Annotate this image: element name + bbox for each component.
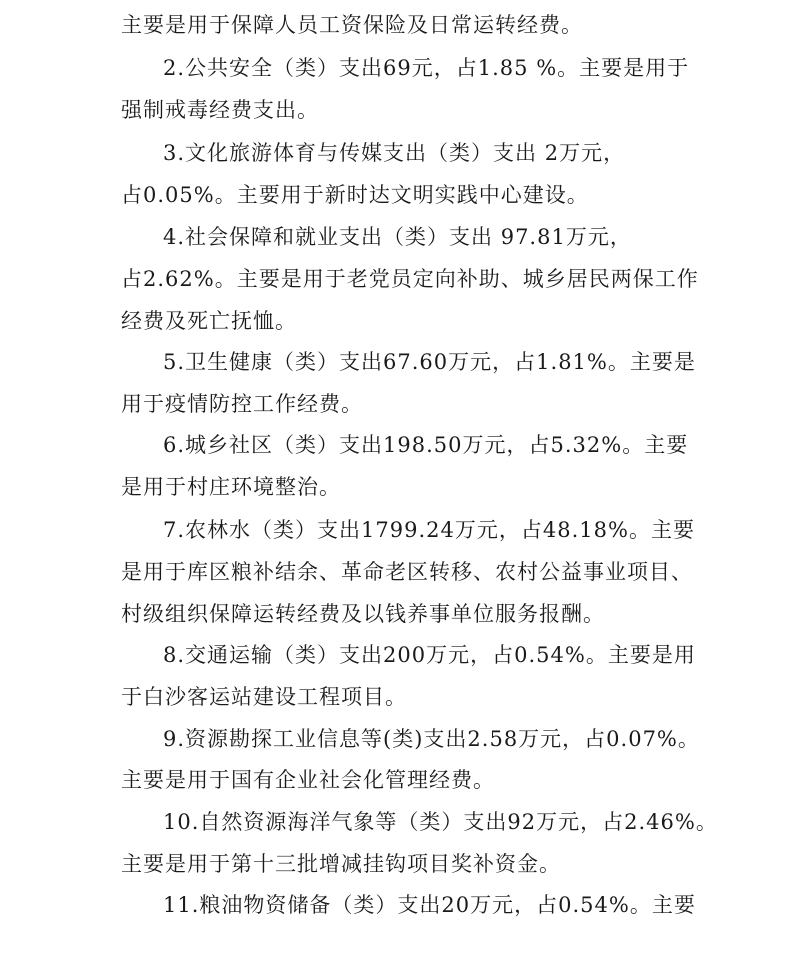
text-line: 5.卫生健康（类）支出67.60万元，占1.81%。主要是 [163, 350, 696, 374]
text-line: 9.资源勘探工业信息等(类)支出2.58万元，占0.07%。 [163, 727, 700, 751]
text-line: 经费及死亡抚恤。 [121, 309, 297, 333]
text-line: 3.文化旅游体育与传媒支出（类）支出 2万元， [163, 141, 626, 165]
text-line: 占2.62%。主要是用于老党员定向补助、城乡居民两保工作 [121, 267, 699, 291]
text-line: 4.社会保障和就业支出（类）支出 97.81万元， [163, 225, 632, 249]
text-line: 是用于村庄环境整治。 [121, 475, 341, 499]
text-line: 村级组织保障运转经费及以钱养事单位服务报酬。 [121, 602, 605, 626]
text-line: 主要是用于第十三批增减挂钩项目奖补资金。 [121, 852, 561, 876]
text-line: 8.交通运输（类）支出200万元，占0.54%。主要是用 [163, 643, 696, 667]
text-line: 强制戒毒经费支出。 [121, 98, 319, 122]
text-line: 主要是用于保障人员工资保险及日常运转经费。 [121, 13, 583, 37]
text-line: 占0.05%。主要用于新时达文明实践中心建设。 [121, 183, 589, 207]
text-line: 10.自然资源海洋气象等（类）支出92万元，占2.46%。 [163, 810, 718, 834]
text-line: 用于疫情防控工作经费。 [121, 392, 363, 416]
text-line: 2.公共安全（类）支出69元，占1.85 %。主要是用于 [163, 56, 690, 80]
text-line: 11.粮油物资储备（类）支出20万元，占0.54%。主要 [163, 893, 696, 917]
text-line: 6.城乡社区（类）支出198.50万元，占5.32%。主要 [163, 433, 689, 457]
text-line: 于白沙客运站建设工程项目。 [121, 685, 407, 709]
text-line: 7.农林水（类）支出1799.24万元，占48.18%。主要 [163, 518, 695, 542]
text-line: 是用于库区粮补结余、革命老区转移、农村公益事业项目、 [121, 560, 693, 584]
text-line: 主要是用于国有企业社会化管理经费。 [121, 768, 495, 792]
